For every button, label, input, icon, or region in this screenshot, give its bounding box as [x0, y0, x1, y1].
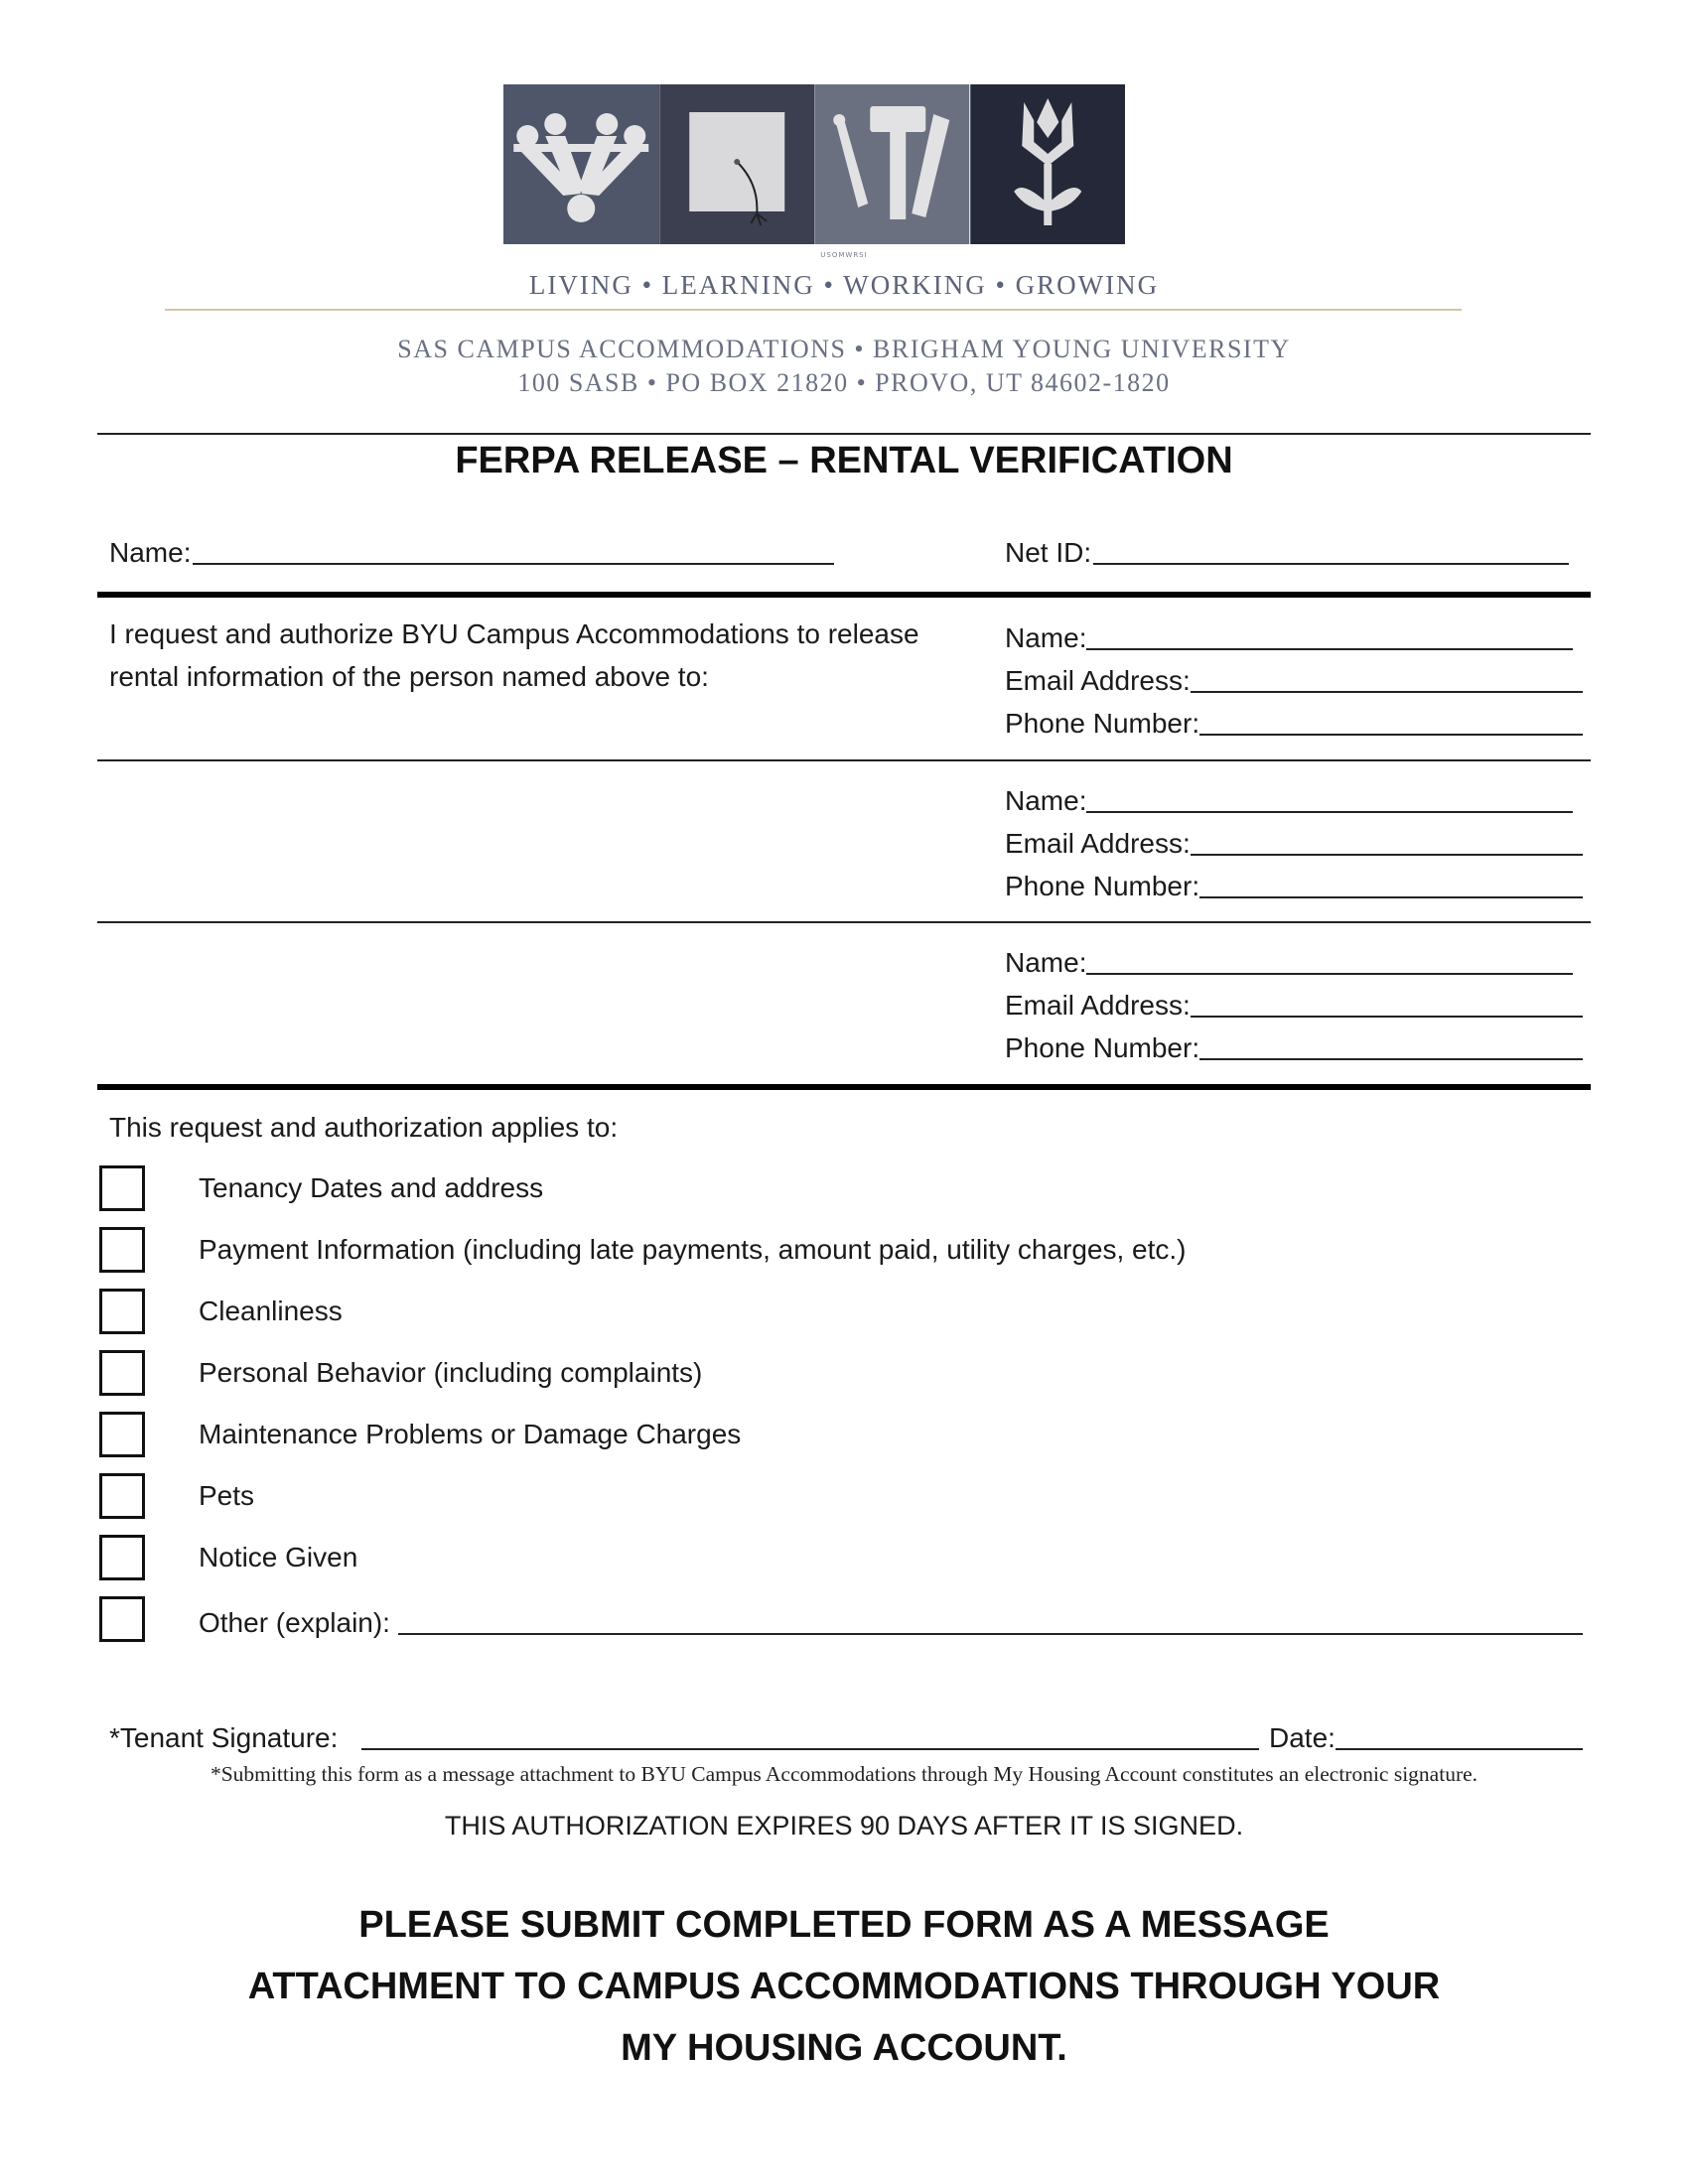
- submit-instructions-line-1: PLEASE SUBMIT COMPLETED FORM AS A MESSAGE: [358, 1904, 1330, 1946]
- recipient-email-line[interactable]: [1191, 661, 1583, 693]
- request-text-line-2: rental information of the person named above to:: [109, 661, 709, 692]
- recipient-3-phone-field[interactable]: [1005, 1028, 1583, 1064]
- option-maintenance: Maintenance Problems or Damage Charges: [199, 1419, 742, 1449]
- recipient-name-line[interactable]: [1086, 618, 1573, 650]
- option-tenancy-dates: Tenancy Dates and address: [199, 1172, 544, 1203]
- recipient-3-name-field[interactable]: [1005, 943, 1573, 979]
- checkbox-pets[interactable]: [99, 1473, 145, 1519]
- recipient-email-line[interactable]: [1191, 824, 1583, 856]
- recipient-3-email-field[interactable]: [1005, 986, 1583, 1022]
- signature-label: *Tenant Signature:: [109, 1722, 339, 1753]
- recipient-2-email-field[interactable]: [1005, 824, 1583, 860]
- recipient-2-phone-field[interactable]: [1005, 867, 1583, 902]
- recipient-phone-label: Phone Number:: [1005, 871, 1200, 901]
- tenant-name-label: Name:: [109, 537, 192, 568]
- signature-field[interactable]: [109, 1718, 1259, 1754]
- recipient-name-label: Name:: [1005, 622, 1087, 653]
- address-line-1: SAS CAMPUS ACCOMMODATIONS • BRIGHAM YOUNG UNIVERSITY: [397, 335, 1291, 363]
- checkbox-maintenance[interactable]: [99, 1412, 145, 1457]
- logo-code: USOMWRSI: [820, 251, 868, 259]
- recipients-bottom-divider: [97, 1084, 1591, 1090]
- option-pets: Pets: [199, 1480, 255, 1511]
- option-payment-info: Payment Information (including late payments, amount paid, utility charges, etc.): [199, 1234, 1187, 1265]
- tenant-name-line[interactable]: [193, 533, 834, 565]
- other-explain-field[interactable]: [199, 1603, 1583, 1639]
- submit-instructions-line-3: MY HOUSING ACCOUNT.: [621, 2027, 1067, 2069]
- recipient-name-label: Name:: [1005, 785, 1087, 816]
- other-explain-line[interactable]: [398, 1603, 1583, 1635]
- option-personal-behavior: Personal Behavior (including complaints): [199, 1357, 703, 1388]
- checkbox-tenancy-dates[interactable]: [99, 1165, 145, 1211]
- recipient-1-email-field[interactable]: [1005, 661, 1583, 697]
- recipient-name-line[interactable]: [1086, 943, 1573, 975]
- expiry-notice: THIS AUTHORIZATION EXPIRES 90 DAYS AFTER IT IS SIGNED.: [444, 1811, 1244, 1841]
- recipient-name-label: Name:: [1005, 947, 1087, 978]
- address-line-2: 100 SASB • PO BOX 21820 • PROVO, UT 84602-1820: [517, 368, 1171, 397]
- tenant-name-field[interactable]: [109, 533, 834, 569]
- signature-note: *Submitting this form as a message attachment to BYU Campus Accommodations through My Housing Account constitutes an electronic signature.: [210, 1762, 1478, 1786]
- request-text-line-1: I request and authorize BYU Campus Accommodations to release: [109, 618, 919, 649]
- logo-banner: [503, 84, 1125, 244]
- form-title: FERPA RELEASE – RENTAL VERIFICATION: [455, 440, 1233, 481]
- header-rule: [165, 309, 1462, 311]
- recipient-phone-line[interactable]: [1199, 704, 1583, 736]
- option-other: Other (explain):: [199, 1607, 390, 1638]
- applies-to-label: This request and authorization applies to:: [109, 1112, 619, 1143]
- recipient-email-label: Email Address:: [1005, 990, 1191, 1021]
- recipient-phone-line[interactable]: [1199, 1028, 1583, 1060]
- date-label: Date:: [1269, 1722, 1336, 1753]
- recipient-phone-label: Phone Number:: [1005, 1032, 1200, 1063]
- recipient-email-label: Email Address:: [1005, 828, 1191, 859]
- date-field[interactable]: [1269, 1718, 1583, 1754]
- recipient-phone-label: Phone Number:: [1005, 708, 1200, 739]
- people-icon: [503, 84, 659, 244]
- recipient-phone-line[interactable]: [1199, 867, 1583, 898]
- recipient-1-name-field[interactable]: [1005, 618, 1573, 654]
- checkbox-notice-given[interactable]: [99, 1535, 145, 1580]
- recipient-1-phone-field[interactable]: [1005, 704, 1583, 740]
- recipient-name-line[interactable]: [1086, 781, 1573, 813]
- name-divider: [97, 592, 1591, 598]
- tagline: LIVING • LEARNING • WORKING • GROWING: [528, 270, 1160, 300]
- tools-icon: [814, 84, 970, 244]
- submit-instructions-line-2: ATTACHMENT TO CAMPUS ACCOMMODATIONS THROUGH YOUR: [247, 1966, 1441, 2007]
- recipient-2-name-field[interactable]: [1005, 781, 1573, 817]
- checkbox-payment-info[interactable]: [99, 1227, 145, 1273]
- net-id-field[interactable]: [1005, 533, 1569, 569]
- recipient-divider-1: [97, 759, 1591, 761]
- recipient-email-line[interactable]: [1191, 986, 1583, 1018]
- checkbox-other[interactable]: [99, 1596, 145, 1642]
- recipient-divider-2: [97, 921, 1591, 923]
- top-divider: [97, 433, 1591, 435]
- net-id-line[interactable]: [1093, 533, 1569, 565]
- recipient-email-label: Email Address:: [1005, 665, 1191, 696]
- flower-icon: [970, 84, 1126, 244]
- checkbox-personal-behavior[interactable]: [99, 1350, 145, 1396]
- mortarboard-icon: [659, 84, 815, 244]
- option-notice-given: Notice Given: [199, 1542, 358, 1572]
- option-cleanliness: Cleanliness: [199, 1296, 343, 1326]
- checkbox-cleanliness[interactable]: [99, 1289, 145, 1334]
- date-line[interactable]: [1336, 1718, 1583, 1750]
- signature-line[interactable]: [361, 1718, 1259, 1750]
- net-id-label: Net ID:: [1005, 537, 1092, 568]
